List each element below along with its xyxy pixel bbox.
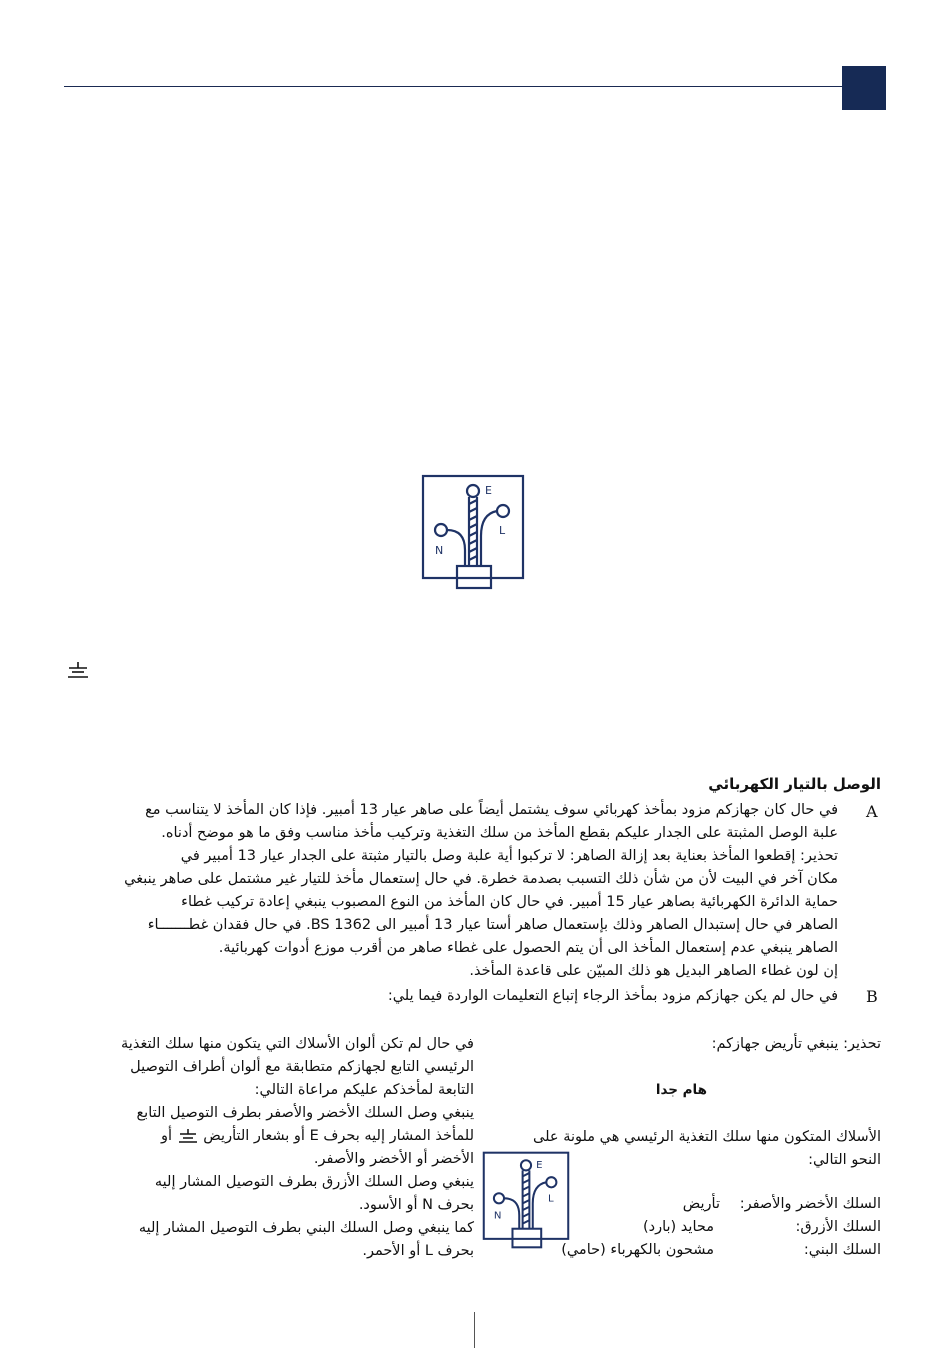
item-b-text: في حال لم يكن جهازكم مزود بمأخذ الرجاء إتباع التعليمات الواردة فيما يلي: xyxy=(387,988,838,1004)
wire-intro-line: النحو التالي: xyxy=(808,1152,881,1168)
item-a-line: تحذير: إقطعوا المأخذ بعناية بعد إزالة الصاهر: لا تركبوا أية علبة وصل بالتيار مثبتة على الجدار عيار 13 أمبير في xyxy=(180,848,838,864)
earth-icon xyxy=(66,661,90,679)
item-a-line: الصاهر ينبغي عدم إستعمال المأخذ الى أن يتم الحصول على غطاء صاهر من أقرب موزع أدوات كهربائية. xyxy=(218,940,838,956)
left-col-line: الرئيسي التابع لجهازكم متطابقة مع ألوان أطراف التوصيل xyxy=(130,1059,474,1075)
left-col-line xyxy=(161,1125,474,1148)
label-l: L xyxy=(547,1193,554,1205)
label-e: E xyxy=(536,1159,543,1171)
item-a-line: الصاهر في حال إستبدال الصاهر وذلك بإستعمال صاهر أستا عيار 13 أمبير الى BS 1362. في حال فقدان غطـــــــاء xyxy=(147,917,838,933)
earth-warning: تحذير: ينبغي تأريض جهازكم: xyxy=(711,1036,881,1052)
section-heading: الوصل بالتيار الكهربائي xyxy=(708,775,881,793)
label-n: N xyxy=(435,544,444,557)
label-l: L xyxy=(499,524,506,537)
label-e: E xyxy=(485,484,492,497)
plug-wiring-diagram xyxy=(421,474,525,590)
item-a-letter: A xyxy=(866,802,878,821)
corner-tab xyxy=(842,66,886,110)
header-rule xyxy=(64,86,842,87)
wire-color-label: السلك الأخضر والأصفر: xyxy=(739,1196,881,1212)
item-a-line: مكان آخر في البيت لأن من شأن ذلك التسبب بصدمة خطرة. في حال إستعمال مأخذ للتيار غير مشتمل على صاهر ينبغي xyxy=(124,871,838,887)
label-n: N xyxy=(493,1210,502,1222)
item-a-line: في حال كان جهازكم مزود بمأخذ كهربائي سوف يشتمل أيضاً على صاهر عيار 13 أمبير. فإذا كان المأخذ لا يتناسب مع xyxy=(145,802,838,818)
item-a-line: حماية الدائرة الكهربائية بصاهر عيار 15 أمبير. في حال كان المأخذ من النوع المصبوب ينبغي إعادة تركيب غطاء xyxy=(181,894,838,910)
left-col-line: كما ينبغي وصل السلك البني بطرف التوصيل المشار إليه xyxy=(138,1220,474,1236)
important-note: هام جدا xyxy=(655,1082,707,1098)
left-col-line-part: أو xyxy=(161,1128,173,1144)
item-a-line: إن لون غطاء الصاهر البديل هو ذلك المبيّن على قاعدة المأخذ. xyxy=(469,963,838,979)
item-b-letter: B xyxy=(866,987,878,1006)
wire-meaning: تأريض xyxy=(682,1196,720,1212)
earth-icon xyxy=(177,1128,199,1144)
wire-meaning: محايد (بارد) xyxy=(642,1219,714,1235)
wire-intro-line: الأسلاك المتكون منها سلك التغذية الرئيسي هي ملونة على xyxy=(533,1129,881,1145)
page-divider xyxy=(474,1312,475,1348)
wire-color-label: السلك الأزرق: xyxy=(795,1219,881,1235)
item-a-line: علبة الوصل المثبتة على الجدار عليكم بقطع المأخذ من سلك التغذية وتركيب مأخذ مناسب وفق ما هو موضح أدناه. xyxy=(161,825,838,841)
wire-color-label: السلك البني: xyxy=(803,1242,881,1258)
wire-meaning: مشحون بالكهرباء (حامي) xyxy=(561,1242,714,1258)
left-col-line: ينبغي وصل السلك الأخضر والأصفر بطرف التوصيل التابع xyxy=(136,1105,474,1121)
left-col-line: الأخضر أو الأخضر والأصفر. xyxy=(313,1151,474,1167)
left-col-line: بحرف L أو الأحمر. xyxy=(362,1243,474,1259)
plug-wiring-diagram-small xyxy=(482,1151,570,1249)
left-col-line: ينبغي وصل السلك الأزرق بطرف التوصيل المشار إليه xyxy=(154,1174,474,1190)
left-col-line: التابعة لمأخذكم عليكم مراعاة التالي: xyxy=(254,1082,474,1098)
left-col-line: بحرف N أو الأسود. xyxy=(358,1197,474,1213)
left-col-line: في حال لم تكن ألوان الأسلاك التي يتكون منها سلك التغذية xyxy=(121,1036,474,1052)
left-col-line-part: للمأخذ المشار إليه بحرف E أو بشعار التأريض xyxy=(203,1128,474,1144)
